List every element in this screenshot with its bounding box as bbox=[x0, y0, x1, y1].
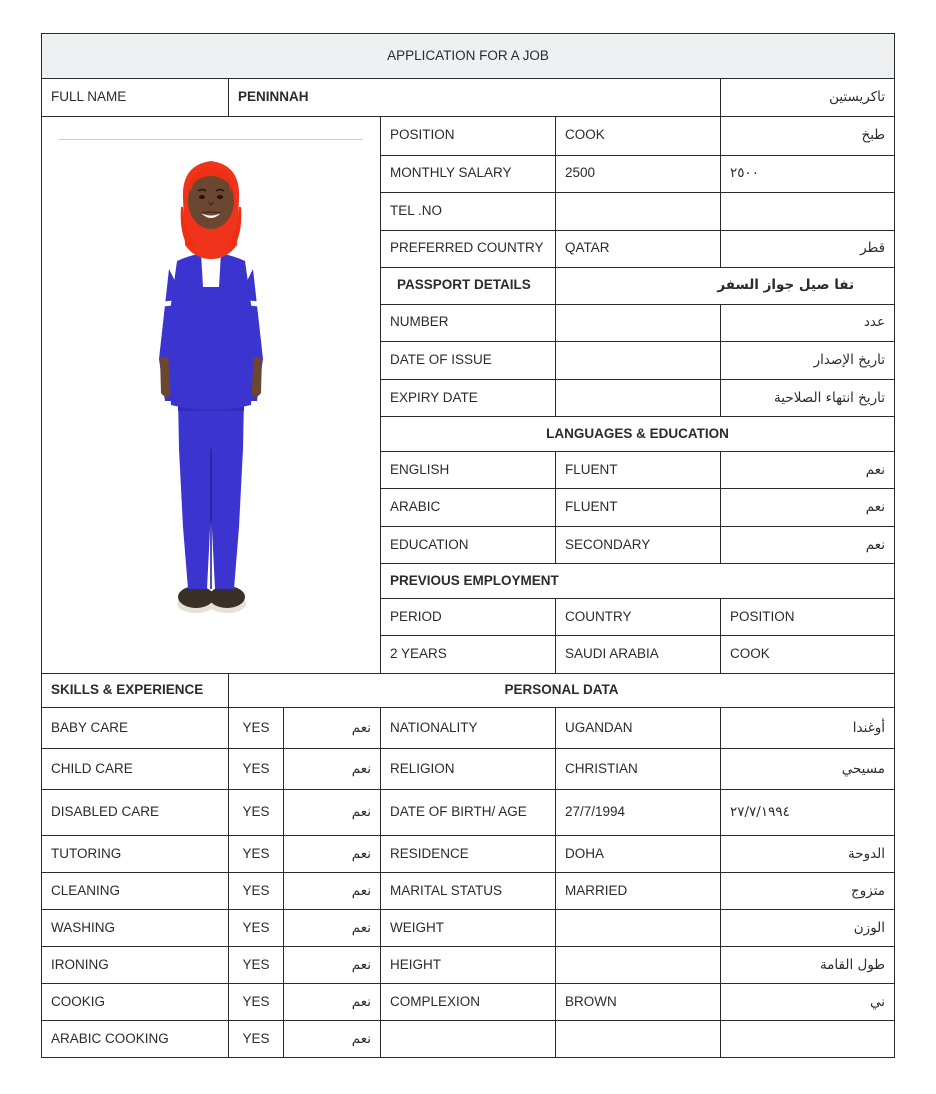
job-application-form bbox=[41, 33, 894, 1058]
telephone-label: TEL .NO bbox=[381, 193, 556, 231]
skill-label: CHILD CARE bbox=[42, 749, 229, 790]
table-row bbox=[42, 984, 895, 1021]
personal-label: MARITAL STATUS bbox=[381, 873, 556, 910]
table-row bbox=[42, 1021, 895, 1058]
skill-label: WASHING bbox=[42, 910, 229, 947]
skill-value: YES bbox=[229, 910, 284, 947]
skill-arabic: نعم bbox=[284, 836, 381, 873]
employment-position: COOK bbox=[721, 636, 895, 674]
salary-arabic: ٢٥٠٠ bbox=[721, 155, 895, 193]
language-arabic-value: FLUENT bbox=[556, 489, 721, 527]
skill-arabic: نعم bbox=[284, 1021, 381, 1058]
personal-label: RELIGION bbox=[381, 749, 556, 790]
table-row bbox=[42, 873, 895, 910]
passport-issue-label: DATE OF ISSUE bbox=[381, 342, 556, 380]
personal-arabic: متزوج bbox=[721, 873, 895, 910]
employment-header-country: COUNTRY bbox=[556, 598, 721, 636]
skill-value: YES bbox=[229, 749, 284, 790]
position-row bbox=[42, 117, 895, 156]
personal-value: MARRIED bbox=[556, 873, 721, 910]
personal-label: NATIONALITY bbox=[381, 708, 556, 749]
personal-value bbox=[556, 947, 721, 984]
table-row bbox=[42, 790, 895, 836]
table-row bbox=[42, 749, 895, 790]
photo-divider-line bbox=[59, 139, 363, 140]
passport-expiry-value bbox=[556, 379, 721, 417]
full-name-label: FULL NAME bbox=[42, 79, 229, 117]
passport-expiry-arabic: تاريخ انتهاء الصلاحية bbox=[721, 379, 895, 417]
personal-arabic: الوزن bbox=[721, 910, 895, 947]
title-row bbox=[42, 34, 895, 79]
language-english-value: FLUENT bbox=[556, 451, 721, 489]
personal-value: DOHA bbox=[556, 836, 721, 873]
telephone-arabic bbox=[721, 193, 895, 231]
personal-value: BROWN bbox=[556, 984, 721, 1021]
applicant-photo bbox=[131, 149, 291, 625]
skills-section-title: SKILLS & EXPERIENCE bbox=[42, 674, 229, 708]
skill-arabic: نعم bbox=[284, 984, 381, 1021]
skill-value: YES bbox=[229, 708, 284, 749]
skill-arabic: نعم bbox=[284, 873, 381, 910]
salary-label: MONTHLY SALARY bbox=[381, 155, 556, 193]
page-title: APPLICATION FOR A JOB bbox=[42, 34, 895, 79]
salary-value: 2500 bbox=[556, 155, 721, 193]
personal-label: COMPLEXION bbox=[381, 984, 556, 1021]
skill-label: CLEANING bbox=[42, 873, 229, 910]
personal-arabic: أوغندا bbox=[721, 708, 895, 749]
skill-arabic: نعم bbox=[284, 947, 381, 984]
skill-label: IRONING bbox=[42, 947, 229, 984]
employment-section-title: PREVIOUS EMPLOYMENT bbox=[381, 564, 895, 598]
skill-value: YES bbox=[229, 790, 284, 836]
skill-arabic: نعم bbox=[284, 708, 381, 749]
personal-value: CHRISTIAN bbox=[556, 749, 721, 790]
preferred-country-label: PREFERRED COUNTRY bbox=[381, 230, 556, 268]
personal-label: HEIGHT bbox=[381, 947, 556, 984]
table-row bbox=[42, 836, 895, 873]
preferred-country-value: QATAR bbox=[556, 230, 721, 268]
personal-arabic: ٢٧/٧/١٩٩٤ bbox=[721, 790, 895, 836]
language-arabic-label: ARABIC bbox=[381, 489, 556, 527]
employment-header-position: POSITION bbox=[721, 598, 895, 636]
personal-arabic: طول القامة bbox=[721, 947, 895, 984]
full-name-row bbox=[42, 79, 895, 117]
languages-section-title: LANGUAGES & EDUCATION bbox=[381, 417, 895, 451]
employment-period: 2 YEARS bbox=[381, 636, 556, 674]
position-arabic: طبخ bbox=[721, 117, 895, 156]
education-arabic: نعم bbox=[721, 526, 895, 564]
position-label: POSITION bbox=[381, 117, 556, 156]
position-value: COOK bbox=[556, 117, 721, 156]
passport-number-label: NUMBER bbox=[381, 304, 556, 342]
personal-label: WEIGHT bbox=[381, 910, 556, 947]
skill-arabic: نعم bbox=[284, 790, 381, 836]
preferred-country-arabic: قطر bbox=[721, 230, 895, 268]
language-english-arabic: نعم bbox=[721, 451, 895, 489]
skill-label: TUTORING bbox=[42, 836, 229, 873]
passport-issue-value bbox=[556, 342, 721, 380]
passport-section-title-arabic: تفا صيل جواز السفر bbox=[556, 268, 895, 305]
personal-label: DATE OF BIRTH/ AGE bbox=[381, 790, 556, 836]
personal-arabic: ني bbox=[721, 984, 895, 1021]
photo-cell bbox=[42, 117, 381, 674]
passport-number-value bbox=[556, 304, 721, 342]
personal-value bbox=[556, 910, 721, 947]
personal-label: RESIDENCE bbox=[381, 836, 556, 873]
personal-arabic: الدوحة bbox=[721, 836, 895, 873]
skill-value: YES bbox=[229, 947, 284, 984]
language-arabic-arabic: نعم bbox=[721, 489, 895, 527]
education-label: EDUCATION bbox=[381, 526, 556, 564]
full-name-value: PENINNAH bbox=[229, 79, 721, 117]
full-name-arabic: تاكريستين bbox=[721, 79, 895, 117]
skill-value: YES bbox=[229, 1021, 284, 1058]
skill-label: ARABIC COOKING bbox=[42, 1021, 229, 1058]
skill-value: YES bbox=[229, 836, 284, 873]
passport-section-title: PASSPORT DETAILS bbox=[381, 268, 556, 305]
personal-arabic bbox=[721, 1021, 895, 1058]
photo-frame bbox=[51, 117, 371, 673]
personal-value: 27/7/1994 bbox=[556, 790, 721, 836]
skill-arabic: نعم bbox=[284, 910, 381, 947]
personal-value bbox=[556, 1021, 721, 1058]
employment-country: SAUDI ARABIA bbox=[556, 636, 721, 674]
personal-value: UGANDAN bbox=[556, 708, 721, 749]
telephone-value bbox=[556, 193, 721, 231]
table-row bbox=[42, 947, 895, 984]
skill-label: BABY CARE bbox=[42, 708, 229, 749]
skill-label: DISABLED CARE bbox=[42, 790, 229, 836]
skill-value: YES bbox=[229, 873, 284, 910]
skills-personal-header-row bbox=[42, 674, 895, 708]
employment-header-period: PERIOD bbox=[381, 598, 556, 636]
language-english-label: ENGLISH bbox=[381, 451, 556, 489]
table-row bbox=[42, 910, 895, 947]
personal-label bbox=[381, 1021, 556, 1058]
personal-section-title: PERSONAL DATA bbox=[229, 674, 895, 708]
passport-expiry-label: EXPIRY DATE bbox=[381, 379, 556, 417]
table-row bbox=[42, 708, 895, 749]
passport-issue-arabic: تاريخ الإصدار bbox=[721, 342, 895, 380]
education-value: SECONDARY bbox=[556, 526, 721, 564]
skill-value: YES bbox=[229, 984, 284, 1021]
skill-arabic: نعم bbox=[284, 749, 381, 790]
passport-number-arabic: عدد bbox=[721, 304, 895, 342]
skill-label: COOKIG bbox=[42, 984, 229, 1021]
form-table bbox=[41, 33, 895, 1058]
personal-arabic: مسيحي bbox=[721, 749, 895, 790]
